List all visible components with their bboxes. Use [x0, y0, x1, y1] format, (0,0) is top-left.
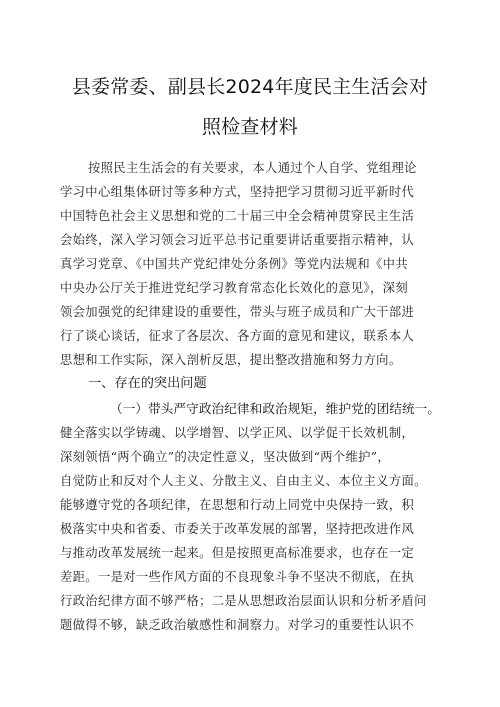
paragraph-line: 能够遵守党的各项纪律，在思想和行动上同党中央保持一致，积	[60, 498, 415, 512]
paragraph-line: 会始终，深入学习领会习近平总书记重要讲话重要指示精神，认	[60, 233, 415, 247]
section-heading: 一、存在的突出问题	[88, 376, 207, 391]
paragraph-line: 思想和工作实际，深入剖析反思，提出整改措施和努力方向。	[60, 353, 402, 367]
paragraph-line: 差距。一是对一些作风方面的不良现象斗争不坚决不彻底，在执	[60, 570, 415, 584]
paragraph-line: 领会加强党的纪律建设的重要性，带头与班子成员和广大干部进	[60, 305, 415, 319]
document-title-line1: 县委常委、副县长2024年度民主生活会对	[71, 76, 429, 98]
paragraph-line: 真学习党章、《中国共产党纪律处分条例》等党内法规和《中共	[60, 257, 408, 271]
paragraph-line: 极落实中央和省委、市委关于改革发展的部署，坚持把改进作风	[60, 522, 415, 536]
paragraph-line: 健全落实以学铸魂、以学增智、以学正风、以学促干长效机制，	[60, 426, 415, 440]
paragraph-line: 学习中心组集体研讨等多种方式，坚持把学习贯彻习近平新时代	[60, 185, 415, 199]
paragraph-line: 按照民主生活会的有关要求，本人通过个人自学、党组理论	[88, 161, 417, 175]
document-title-line2: 照检查材料	[201, 116, 298, 138]
paragraph-line: 行了谈心谈话，征求了各层次、各方面的意见和建议，联系本人	[60, 329, 415, 343]
paragraph-line: 自觉防止和反对个人主义、分散主义、自由主义、本位主义方面。	[60, 474, 427, 488]
paragraph-line: 中央办公厅关于推进党纪学习教育常态化长效化的意见》，深刻	[60, 281, 408, 295]
paragraph-line: 题做得不够，缺乏政治敏感性和洞察力。对学习的重要性认识不	[60, 618, 415, 632]
paragraph-line: 中国特色社会主义思想和党的二十届三中全会精神贯穿民主生活	[60, 209, 415, 223]
subsection-heading: （一）带头严守政治纪律和政治规矩，维护党的团结统一。	[110, 401, 441, 416]
paragraph-line: 深刻领悟“两个确立”的决定性意义，坚决做到“两个维护”，	[60, 450, 391, 464]
paragraph-line: 行政治纪律方面不够严格；二是从思想政治层面认识和分析矛盾问	[60, 594, 427, 608]
paragraph-line: 与推动改革发展统一起来。但是按照更高标准要求，也存在一定	[60, 546, 415, 560]
